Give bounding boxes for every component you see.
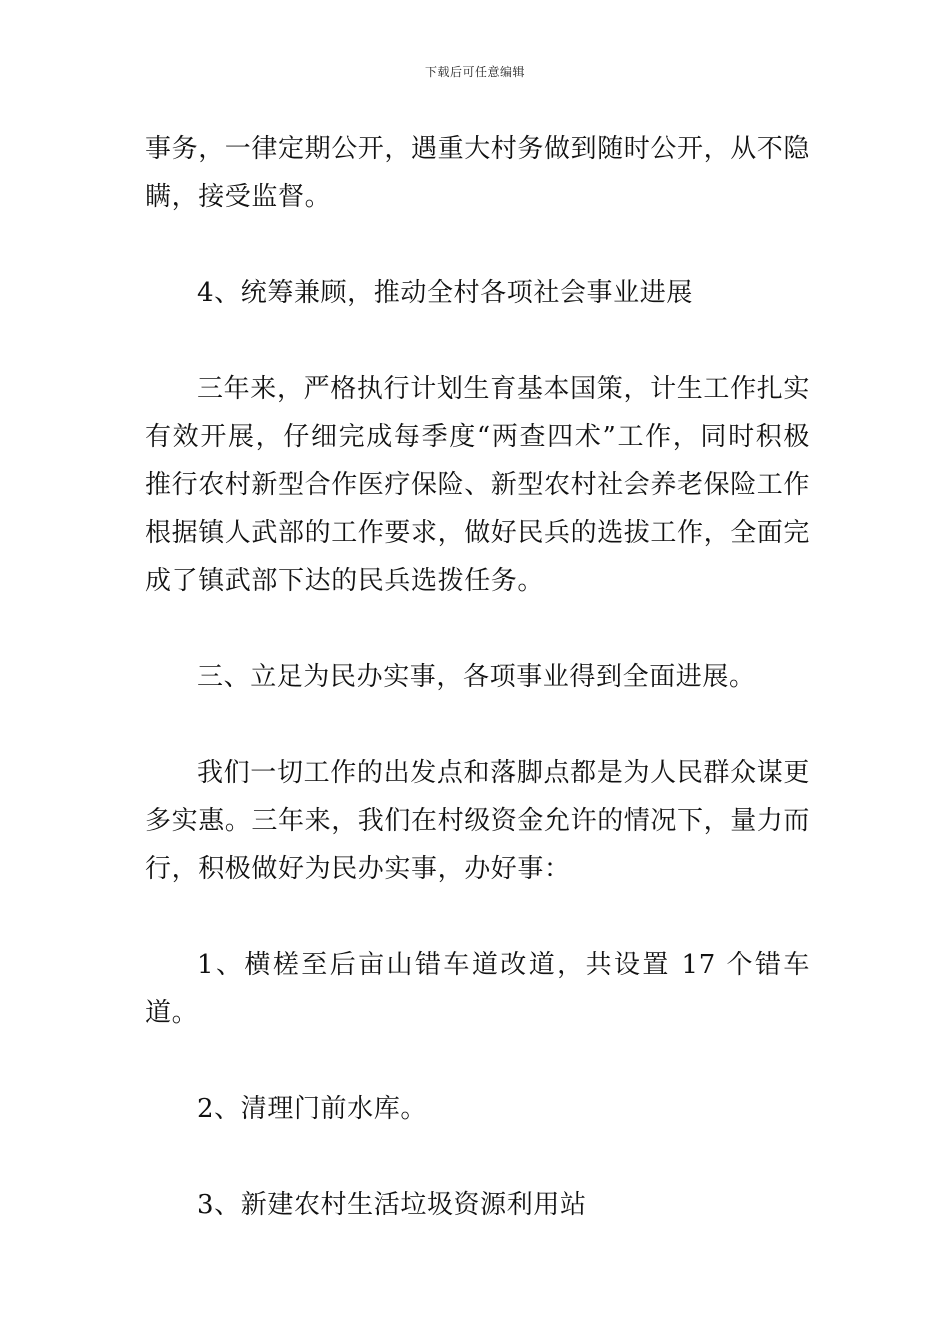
list-item-3: 3、新建农村生活垃圾资源利用站	[197, 1190, 587, 1220]
section-heading-4: 4、统筹兼顾，推动全村各项社会事业进展	[197, 278, 693, 308]
paragraph-continuation: 事务，一律定期公开，遇重大村务做到随时公开，从不隐瞒，接受监督。	[145, 134, 811, 212]
document-body	[145, 125, 810, 1229]
list-item-1: 1、横槎至后亩山错车道改道，共设置 17 个错车道。	[145, 950, 810, 1028]
list-item-2: 2、清理门前水库。	[197, 1094, 427, 1124]
paragraph-family-planning: 三年来，严格执行计划生育基本国策，计生工作扎实有效开展，仔细完成每季度“两查四术”工作，同时积极推行农村新型合作医疗保险、新型农村社会养老保险工作根据镇人武部的工作要求，做好民兵的选拔工作，全面完成了镇武部下达的民兵选拨任务。	[145, 374, 811, 596]
section-heading-three: 三、立足为民办实事，各项事业得到全面进展。	[197, 662, 756, 692]
page-header-note: 下载后可任意编辑	[424, 65, 525, 79]
paragraph-practical-work: 我们一切工作的出发点和落脚点都是为人民群众谋更多实惠。三年来，我们在村级资金允许的情况下，量力而行，积极做好为民办实事，办好事：	[145, 758, 811, 884]
